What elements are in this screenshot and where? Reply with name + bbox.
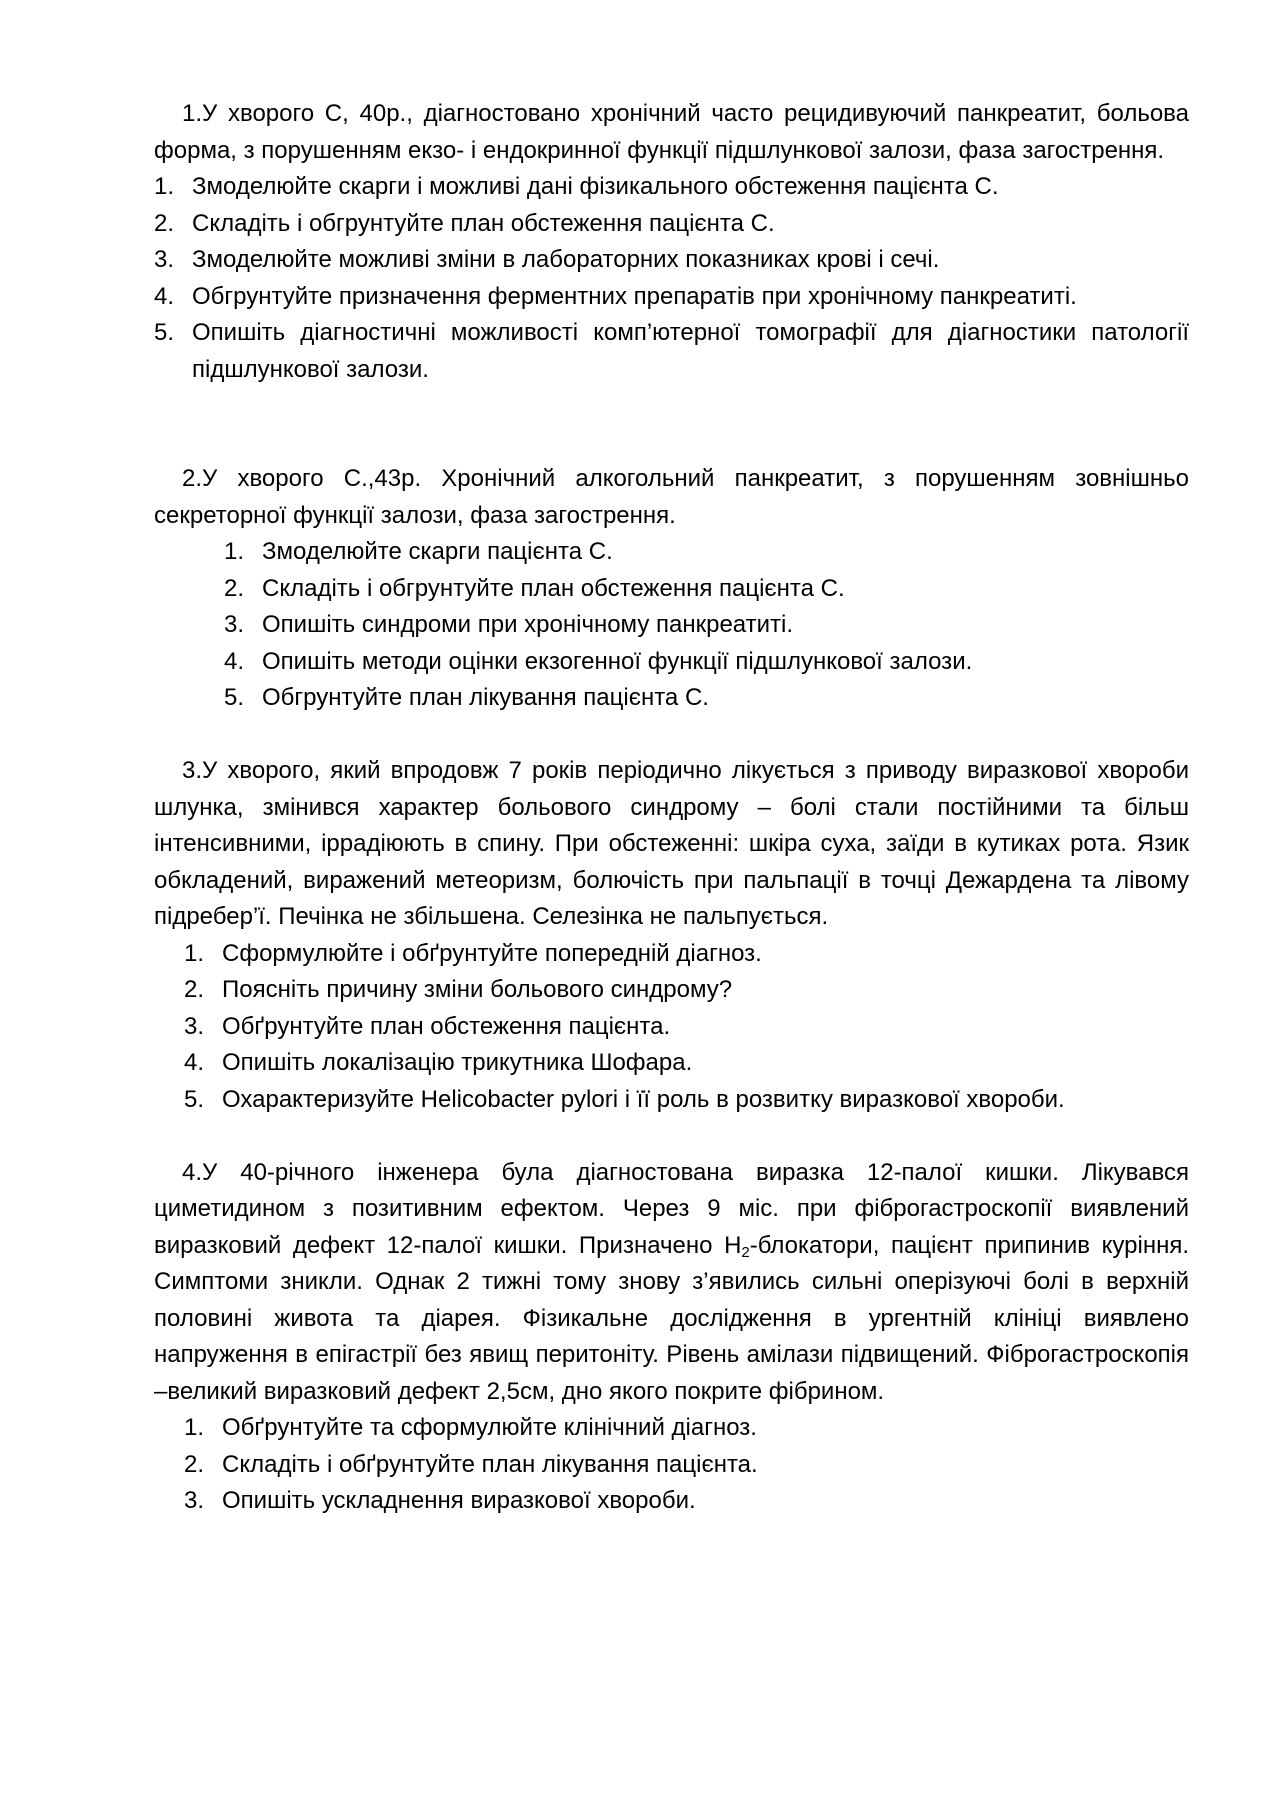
list-item-number: 5.: [154, 319, 175, 346]
list-item-text: Сформулюйте і обґрунтуйте попередній діагноз.: [222, 939, 762, 967]
list-item-number: 2.: [224, 574, 245, 602]
case-4-intro: [154, 1155, 1189, 1411]
list-item: [154, 1447, 1189, 1484]
list-item-number: 2.: [184, 1450, 205, 1478]
list-item-text: Охарактеризуйте Helicobacter pylori і її роль в розвитку виразкової хвороби.: [222, 1085, 1065, 1113]
list-item-number: 1.: [184, 939, 205, 967]
list-item-text: Складіть і обгрунтуйте план обстеження пацієнта С.: [262, 574, 845, 602]
case-2: [154, 461, 1189, 717]
list-item: [154, 1045, 1189, 1082]
list-item-text: Опишіть синдроми при хронічному панкреатиті.: [262, 611, 793, 638]
list-item-number: 4.: [154, 282, 175, 310]
list-item-text: Обгрунтуйте план лікування пацієнта С.: [262, 684, 709, 711]
case-2-intro: 2.У хворого С.,43р. Хронічний алкогольний панкреатит, з порушенням зовнішньо секреторної функції залози, фаза загострення.: [154, 465, 1189, 529]
list-item-text: Змоделюйте можливі зміни в лабораторних показниках крові і сечі.: [192, 246, 940, 273]
list-item: [154, 279, 1189, 316]
list-item-number: 1.: [154, 173, 175, 200]
list-item-number: 4.: [184, 1049, 205, 1076]
list-item-text: Опишіть методи оцінки екзогенної функції підшлункової залози.: [262, 647, 973, 675]
spacer: [154, 1118, 1189, 1155]
case-3-intro: 3.У хворого, який впродовж 7 років періодично лікується з приводу виразкової хвороби шлунка, змінився характер больового синдрому – болі стали постійними та більш інтенсивними, іррадіюють в спину. При обстеженні: шкіра суха, заїди в кутиках рота. Язик обкладений, виражений метеоризм, болючість при пальпації в точці Дежардена та лівому підребер’ї. Печінка не збільшена. Селезінка не пальпується.: [154, 757, 1189, 930]
list-item-number: 4.: [224, 647, 245, 675]
list-item-text: Обгрунтуйте призначення ферментних препаратів при хронічному панкреатиті.: [192, 282, 1077, 310]
list-item-text: Змоделюйте скарги і можливі дані фізикального обстеження пацієнта С.: [192, 173, 999, 200]
list-item: [154, 1410, 1189, 1447]
list-item: [154, 242, 1189, 279]
case-2-questions: [154, 534, 1189, 717]
list-item: [154, 206, 1189, 243]
list-item-text: Обґрунтуйте та сформулюйте клінічний діагноз.: [222, 1414, 757, 1441]
case-4-intro-part-1: 4.У 40-річного інженера була діагностована виразка 12-палої кишки. Лікувався циметидином з позитивним ефектом. Через 9 міс. при фіброгастроскопії виявлений виразковий дефект 12-палої кишки. Призначено H: [154, 1158, 1189, 1259]
list-item-text: Опишіть ускладнення виразкової хвороби.: [222, 1487, 696, 1514]
list-item-number: 2.: [184, 976, 205, 1003]
list-item-text: Складіть і обґрунтуйте план лікування пацієнта.: [222, 1450, 758, 1478]
list-item: [154, 680, 1189, 717]
case-4-intro-part-2: -блокатори, пацієнт припинив куріння. Симптоми зникли. Однак 2 тижні тому знову з’явились сильні оперізуючі болі в верхній половині живота та діарея. Фізикальне дослідження в ургентній клініці виявлено напруження в епігастрії без явищ перитоніту. Рівень амілази підвищений. Фіброгастроскопія –великий виразковий дефект 2,5см, дно якого покрите фібрином.: [154, 1231, 1190, 1405]
list-item-text: Обґрунтуйте план обстеження пацієнта.: [222, 1012, 671, 1040]
list-item-text: Опишіть локалізацію трикутника Шофара.: [222, 1049, 693, 1076]
list-item-number: 5.: [224, 684, 245, 711]
list-item-text: Опишіть діагностичні можливості комп’ютерної томографії для діагностики патології підшлункової залози.: [192, 319, 1189, 383]
case-3: [154, 753, 1189, 1118]
list-item-number: 3.: [154, 246, 175, 273]
case-4: [154, 1155, 1189, 1520]
list-item: [154, 1483, 1189, 1520]
list-item: [154, 315, 1189, 388]
spacer: [154, 388, 1189, 461]
list-item-text: Складіть і обгрунтуйте план обстеження пацієнта С.: [192, 209, 775, 237]
list-item-number: 2.: [154, 209, 175, 237]
list-item-number: 1.: [224, 538, 245, 565]
spacer: [154, 717, 1189, 754]
list-item: [154, 169, 1189, 206]
case-3-questions: [154, 936, 1189, 1119]
case-1-intro: 1.У хворого С, 40р., діагностовано хронічний часто рецидивуючий панкреатит, больова форма, з порушенням екзо- і ендокринної функції підшлункової залози, фаза загострення.: [154, 100, 1189, 164]
subscript: 2: [741, 1243, 750, 1261]
list-item-number: 3.: [224, 611, 245, 638]
document-page: [154, 96, 1189, 1520]
list-item-number: 3.: [184, 1012, 205, 1040]
case-1-questions: [154, 169, 1189, 388]
list-item-number: 1.: [184, 1414, 205, 1441]
list-item-text: Змоделюйте скарги пацієнта С.: [262, 538, 613, 565]
list-item: [154, 571, 1189, 608]
list-item: [154, 534, 1189, 571]
case-4-questions: [154, 1410, 1189, 1520]
list-item: [154, 972, 1189, 1009]
list-item: [154, 1009, 1189, 1046]
list-item: [154, 607, 1189, 644]
list-item-number: 5.: [184, 1085, 205, 1113]
list-item-number: 3.: [184, 1487, 205, 1514]
list-item-text: Поясніть причину зміни больового синдрому?: [222, 976, 733, 1003]
list-item: [154, 1082, 1189, 1119]
list-item: [154, 936, 1189, 973]
list-item: [154, 644, 1189, 681]
case-1: [154, 96, 1189, 388]
